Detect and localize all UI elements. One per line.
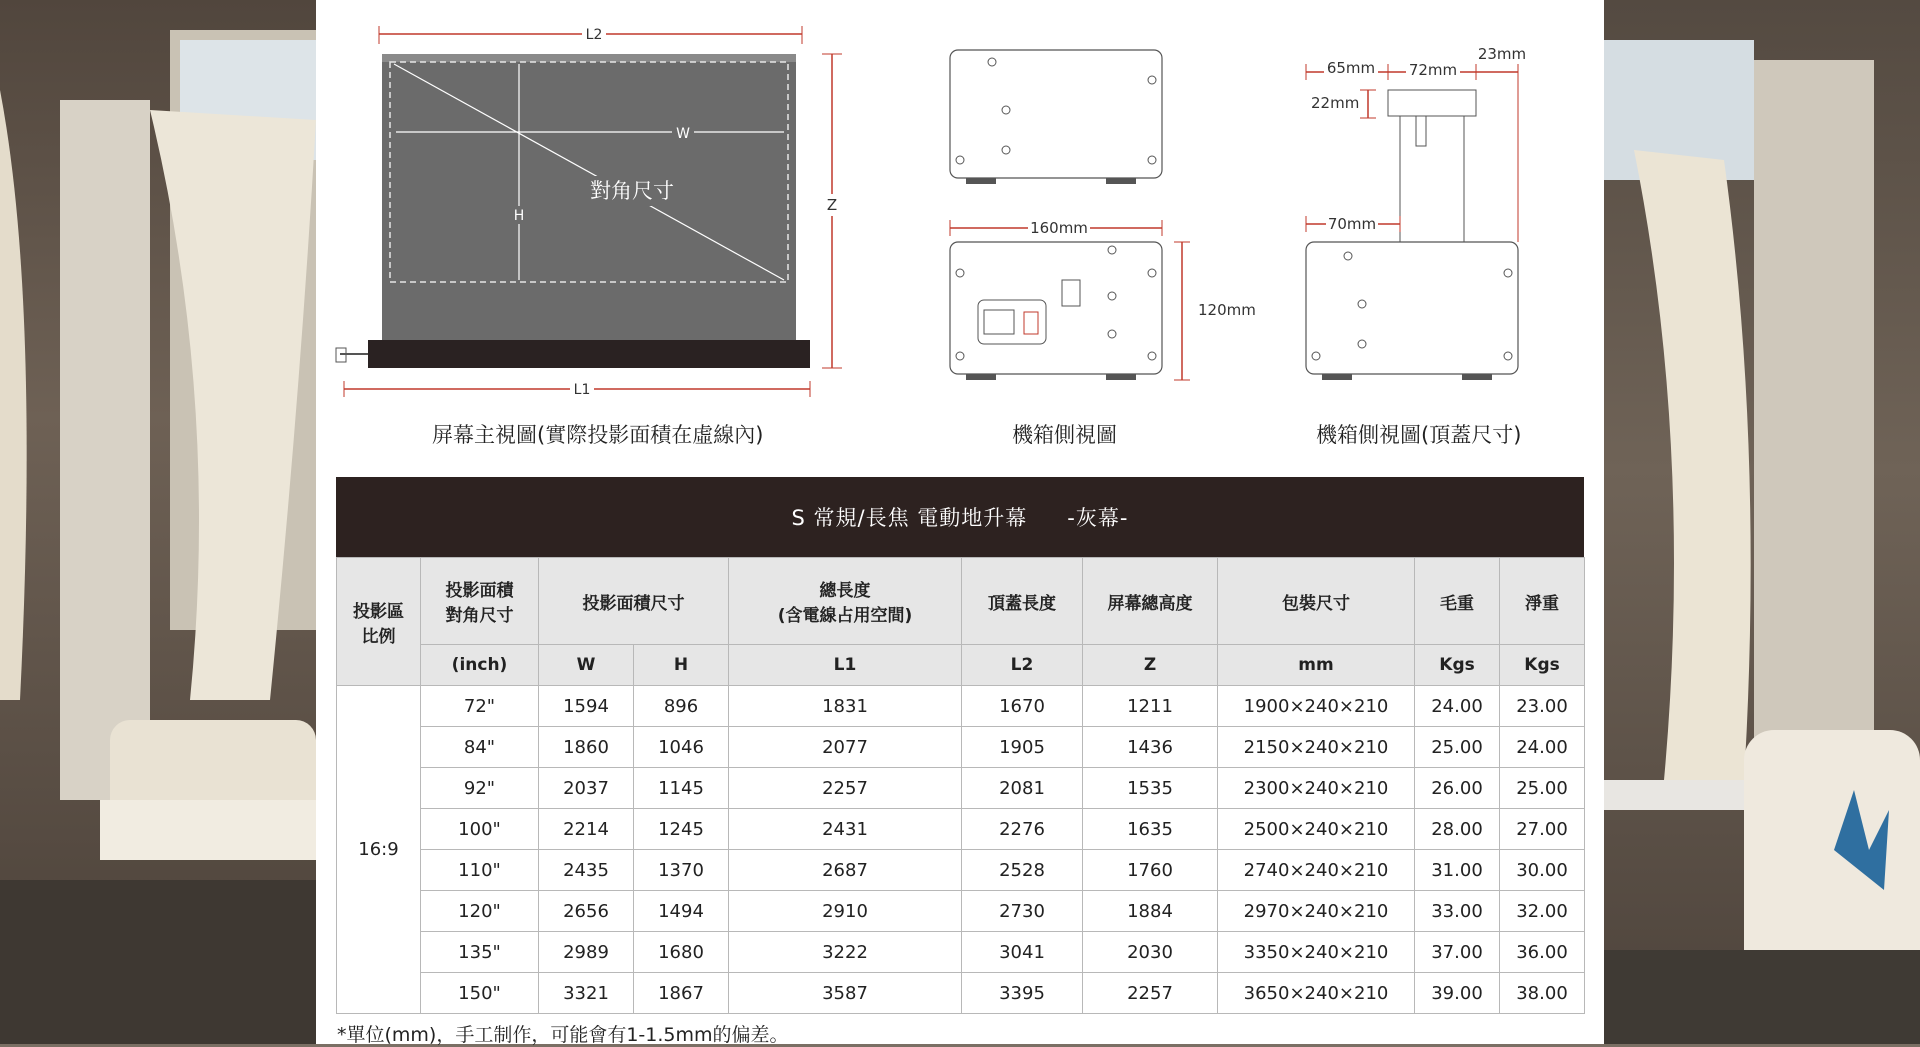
side-top-view-caption: 機箱側視圖(頂蓋尺寸) (1316, 423, 1522, 447)
cell-net: 36.00 (1500, 932, 1585, 973)
dimension-diagrams (316, 0, 1604, 460)
background-photo-left (0, 0, 316, 1044)
cell-net: 30.00 (1500, 850, 1585, 891)
room-left-illustration (0, 0, 316, 1044)
cell-h: 1046 (634, 727, 729, 768)
cell-z: 1436 (1083, 727, 1218, 768)
cell-l1: 2257 (729, 768, 962, 809)
label-l2: L2 (585, 27, 603, 43)
cell-z: 1884 (1083, 891, 1218, 932)
unit-gross: Kgs (1415, 645, 1500, 686)
header-gross: 毛重 (1415, 558, 1500, 645)
label-diagonal: 對角尺寸 (590, 179, 674, 203)
cell-pack: 2150×240×210 (1218, 727, 1415, 768)
cell-pack: 2500×240×210 (1218, 809, 1415, 850)
table-row (337, 932, 1585, 973)
label-w: W (676, 126, 690, 142)
cell-z: 1760 (1083, 850, 1218, 891)
header-height: 屏幕總高度 (1083, 558, 1218, 645)
cell-gross: 26.00 (1415, 768, 1500, 809)
cell-h: 1145 (634, 768, 729, 809)
cell-pack: 2740×240×210 (1218, 850, 1415, 891)
front-view-caption: 屏幕主視圖(實際投影面積在虛線內) (432, 423, 764, 447)
unit-diag: (inch) (421, 645, 539, 686)
footnote: *單位(mm)，手工制作，可能會有1-1.5mm的偏差。 (337, 1024, 789, 1046)
cell-h: 1680 (634, 932, 729, 973)
cell-w: 1860 (539, 727, 634, 768)
cell-diag: 72" (421, 686, 539, 727)
header-diag: 投影面積 對角尺寸 (421, 558, 539, 645)
room-right-illustration (1604, 0, 1920, 1044)
table-row (337, 727, 1585, 768)
header-top-length: 頂蓋長度 (962, 558, 1083, 645)
cell-h: 896 (634, 686, 729, 727)
table-subtitle: -灰幕- (1067, 506, 1129, 530)
table-row (337, 973, 1585, 1014)
cell-l1: 2431 (729, 809, 962, 850)
cell-w: 1594 (539, 686, 634, 727)
cell-diag: 150" (421, 973, 539, 1014)
header-pack: 包裝尺寸 (1218, 558, 1415, 645)
cell-pack: 3350×240×210 (1218, 932, 1415, 973)
table-row (337, 768, 1585, 809)
label-h: H (513, 208, 525, 224)
cell-w: 2435 (539, 850, 634, 891)
cell-z: 1635 (1083, 809, 1218, 850)
side-top-view-diagram (1306, 45, 1526, 380)
cell-w: 2214 (539, 809, 634, 850)
cell-l1: 1831 (729, 686, 962, 727)
table-title: S 常規/長焦 電動地升幕 (791, 506, 1028, 530)
cell-l1: 3222 (729, 932, 962, 973)
table-row (337, 850, 1585, 891)
cell-l2: 3395 (962, 973, 1083, 1014)
background-photo-right (1604, 0, 1920, 1044)
cell-l2: 2276 (962, 809, 1083, 850)
cell-w: 2656 (539, 891, 634, 932)
cell-net: 38.00 (1500, 973, 1585, 1014)
cell-l2: 3041 (962, 932, 1083, 973)
cell-diag: 120" (421, 891, 539, 932)
header-ratio: 投影區 比例 (337, 558, 421, 686)
cell-diag: 92" (421, 768, 539, 809)
label-z: Z (826, 196, 838, 214)
table-unit-row (337, 645, 1585, 686)
header-size: 投影面積尺寸 (539, 558, 729, 645)
unit-w: W (539, 645, 634, 686)
label-l1: L1 (573, 382, 591, 398)
table-body (337, 686, 1585, 1014)
unit-l2: L2 (962, 645, 1083, 686)
cell-l2: 2528 (962, 850, 1083, 891)
cell-net: 32.00 (1500, 891, 1585, 932)
cell-pack: 3650×240×210 (1218, 973, 1415, 1014)
cell-h: 1245 (634, 809, 729, 850)
cell-z: 1535 (1083, 768, 1218, 809)
unit-h: H (634, 645, 729, 686)
cell-h: 1494 (634, 891, 729, 932)
label-dim-23: 23mm (1477, 45, 1527, 63)
cell-h: 1370 (634, 850, 729, 891)
cell-z: 2257 (1083, 973, 1218, 1014)
cell-gross: 37.00 (1415, 932, 1500, 973)
cell-gross: 39.00 (1415, 973, 1500, 1014)
header-net: 淨重 (1500, 558, 1585, 645)
spec-sheet-panel (316, 0, 1604, 1044)
side-view-caption: 機箱側視圖 (1012, 423, 1117, 447)
cell-diag: 84" (421, 727, 539, 768)
side-view-diagram (950, 50, 1256, 380)
cell-l2: 1905 (962, 727, 1083, 768)
cell-diag: 100" (421, 809, 539, 850)
cell-l1: 2910 (729, 891, 962, 932)
table-row (337, 686, 1585, 727)
cell-pack: 2970×240×210 (1218, 891, 1415, 932)
label-dim-72: 72mm (1408, 61, 1458, 79)
table-title-bar (336, 477, 1584, 557)
label-dim-65: 65mm (1326, 59, 1376, 77)
cell-net: 24.00 (1500, 727, 1585, 768)
label-dim-22: 22mm (1311, 94, 1360, 112)
cell-l2: 2081 (962, 768, 1083, 809)
cell-pack: 2300×240×210 (1218, 768, 1415, 809)
cell-h: 1867 (634, 973, 729, 1014)
cell-diag: 110" (421, 850, 539, 891)
cell-gross: 33.00 (1415, 891, 1500, 932)
cell-w: 2989 (539, 932, 634, 973)
cell-gross: 24.00 (1415, 686, 1500, 727)
cell-net: 25.00 (1500, 768, 1585, 809)
unit-net: Kgs (1500, 645, 1585, 686)
label-side-height: 120mm (1198, 301, 1256, 319)
front-view-diagram (336, 24, 842, 399)
cell-l1: 3587 (729, 973, 962, 1014)
cell-gross: 28.00 (1415, 809, 1500, 850)
unit-z: Z (1083, 645, 1218, 686)
unit-l1: L1 (729, 645, 962, 686)
cell-l2: 2730 (962, 891, 1083, 932)
spec-table (336, 557, 1585, 1014)
cell-ratio: 16:9 (337, 686, 421, 1014)
table-row (337, 809, 1585, 850)
cell-diag: 135" (421, 932, 539, 973)
cell-z: 2030 (1083, 932, 1218, 973)
cell-l1: 2687 (729, 850, 962, 891)
label-dim-70: 70mm (1327, 215, 1377, 233)
cell-l1: 2077 (729, 727, 962, 768)
table-header-row (337, 558, 1585, 645)
cell-gross: 25.00 (1415, 727, 1500, 768)
header-total-length: 總長度 (含電線占用空間) (729, 558, 962, 645)
cell-l2: 1670 (962, 686, 1083, 727)
unit-pack: mm (1218, 645, 1415, 686)
cell-pack: 1900×240×210 (1218, 686, 1415, 727)
cell-w: 2037 (539, 768, 634, 809)
cell-z: 1211 (1083, 686, 1218, 727)
table-row (337, 891, 1585, 932)
cell-net: 23.00 (1500, 686, 1585, 727)
cell-w: 3321 (539, 973, 634, 1014)
label-side-width: 160mm (1030, 219, 1088, 237)
cell-gross: 31.00 (1415, 850, 1500, 891)
cell-net: 27.00 (1500, 809, 1585, 850)
